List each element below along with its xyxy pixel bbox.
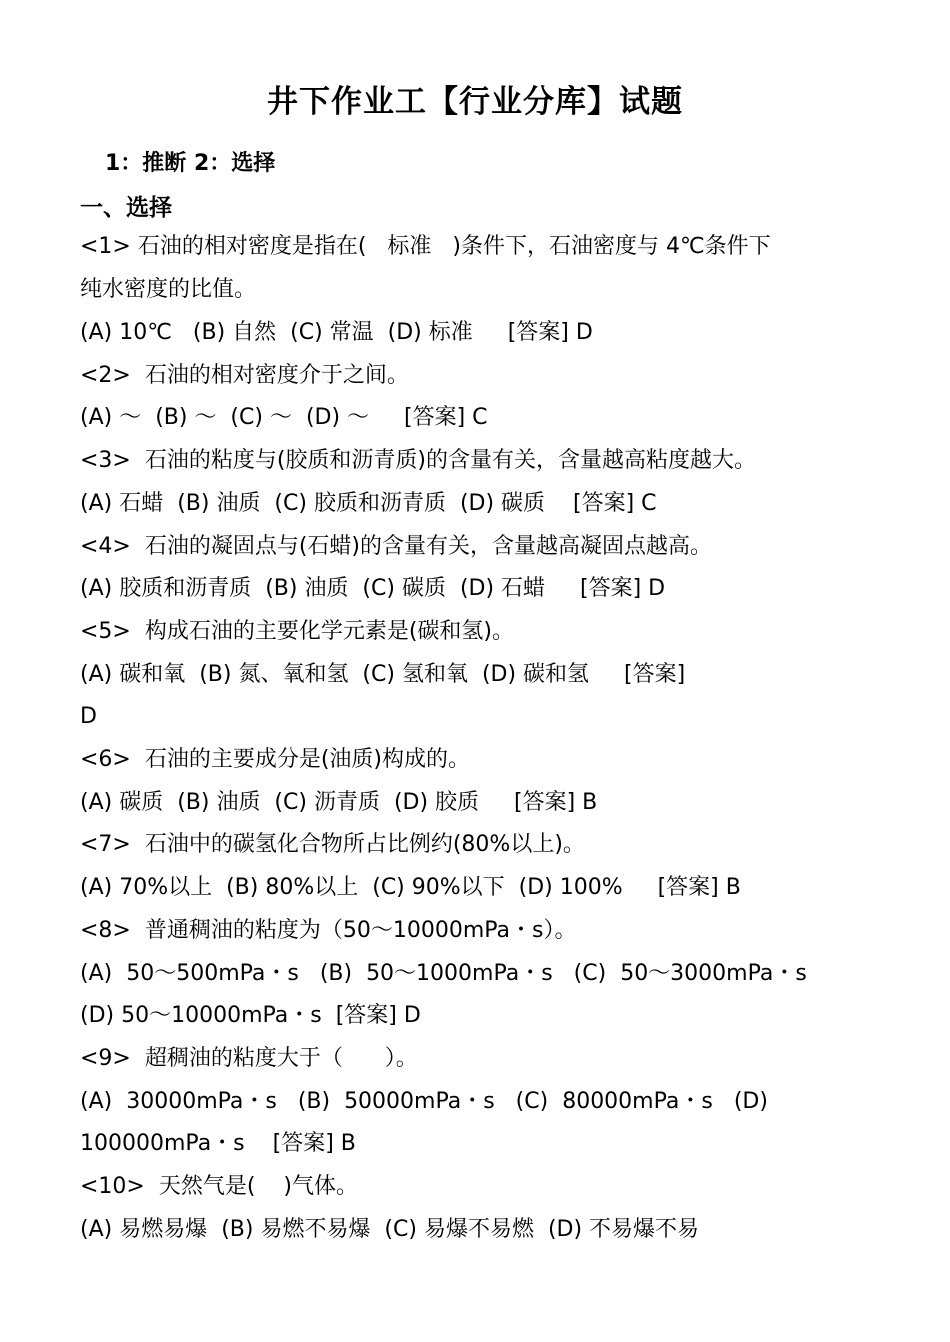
text-line: <8> 普通稠油的粘度为（50～10000mPa・s）。 <box>80 918 577 943</box>
text-line: (A) 30000mPa・s (B) 50000mPa・s (C) 80000mPa・s (D) <box>80 1089 768 1114</box>
text-line: <6> 石油的主要成分是(油质)构成的。 <box>80 747 471 772</box>
text-line: (D) 50～10000mPa・s [答案] D <box>80 1003 421 1028</box>
text-line: <1> 石油的相对密度是指在( 标准 )条件下，石油密度与 4℃条件下 <box>80 234 771 259</box>
text-line: <10> 天然气是( )气体。 <box>80 1174 358 1199</box>
text-line: (A) 石蜡 (B) 油质 (C) 胶质和沥青质 (D) 碳质 [答案] C <box>80 491 657 516</box>
text-line: (A) 50～500mPa・s (B) 50～1000mPa・s (C) 50～3000mPa・s <box>80 961 807 986</box>
text-line: <3> 石油的粘度与(胶质和沥青质)的含量有关，含量越高粘度越大。 <box>80 448 757 473</box>
text-line: <7> 石油中的碳氢化合物所占比例约(80%以上)。 <box>80 832 585 857</box>
text-line: <5> 构成石油的主要化学元素是(碳和氢)。 <box>80 619 515 644</box>
document-subtitle: 1：推断 2：选择 <box>105 151 276 176</box>
document-title: 井下作业工【行业分库】试题 <box>267 84 683 120</box>
text-line: (A) ～ (B) ～ (C) ～ (D) ～ [答案] C <box>80 405 488 430</box>
section-heading: 一、选择 <box>80 195 172 221</box>
text-line: <4> 石油的凝固点与(石蜡)的含量有关，含量越高凝固点越高。 <box>80 534 713 559</box>
text-line: (A) 70%以上 (B) 80%以上 (C) 90%以下 (D) 100% [答案] B <box>80 875 741 900</box>
text-line: (A) 碳和氧 (B) 氮、氧和氢 (C) 氢和氧 (D) 碳和氢 [答案] <box>80 662 686 687</box>
text-line: <2> 石油的相对密度介于之间。 <box>80 363 409 388</box>
text-line: (A) 胶质和沥青质 (B) 油质 (C) 碳质 (D) 石蜡 [答案] D <box>80 576 666 601</box>
text-line: 纯水密度的比值。 <box>80 277 257 302</box>
text-line: 100000mPa・s [答案] B <box>80 1131 356 1156</box>
text-line: (A) 10℃ (B) 自然 (C) 常温 (D) 标准 [答案] D <box>80 320 593 345</box>
text-line: (A) 易燃易爆 (B) 易燃不易爆 (C) 易爆不易燃 (D) 不易爆不易 <box>80 1217 700 1242</box>
text-line: (A) 碳质 (B) 油质 (C) 沥青质 (D) 胶质 [答案] B <box>80 790 598 815</box>
text-line: D <box>80 704 97 729</box>
text-line: <9> 超稠油的粘度大于（ ）。 <box>80 1046 418 1071</box>
